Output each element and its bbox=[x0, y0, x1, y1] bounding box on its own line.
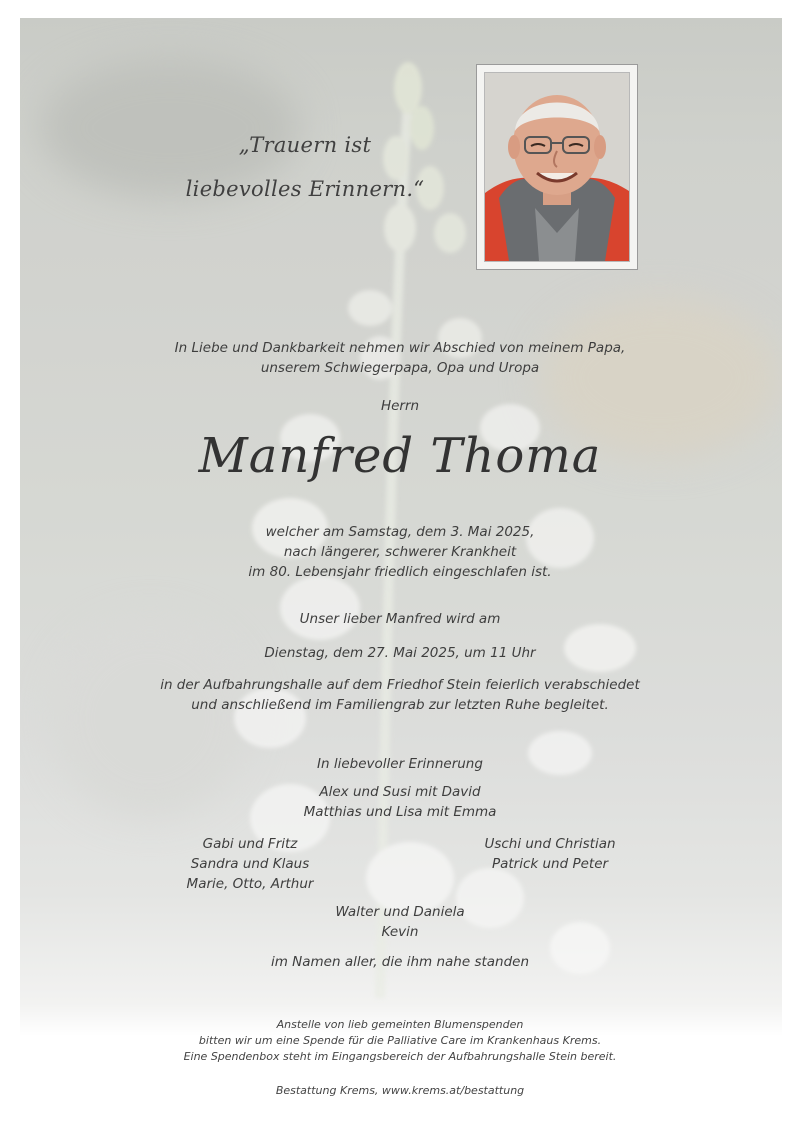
death-info-line: im 80. Lebensjahr friedlich eingeschlafen ist. bbox=[248, 564, 552, 580]
mourner-line: Walter und Daniela bbox=[335, 904, 465, 920]
quote bbox=[170, 123, 440, 211]
quote-line: „Trauern ist bbox=[238, 133, 372, 157]
mourner-line: Uschi und Christian bbox=[484, 836, 616, 852]
mourner-line: Sandra und Klaus bbox=[190, 856, 310, 872]
mourners-closing: im Namen aller, die ihm nahe standen bbox=[270, 954, 530, 970]
mourners-left-column bbox=[150, 834, 350, 894]
ceremony-line: und anschließend im Familiengrab zur letzten Ruhe begleitet. bbox=[191, 697, 609, 713]
footer-funeral-home: Bestattung Krems, www.krems.at/bestattung bbox=[275, 1084, 525, 1097]
mourner-line: Patrick und Peter bbox=[491, 856, 609, 872]
mourner-line: Matthias und Lisa mit Emma bbox=[303, 804, 497, 820]
portrait-frame bbox=[476, 64, 638, 270]
quote-line: liebevolles Erinnern.“ bbox=[185, 177, 425, 201]
donation-line: Anstelle von lieb gemeinten Blumenspenden bbox=[276, 1018, 524, 1031]
mourners-heading: In liebevoller Erinnerung bbox=[317, 756, 483, 772]
ceremony-line: Unser lieber Manfred wird am bbox=[299, 611, 501, 627]
intro-line: unserem Schwiegerpapa, Opa und Uropa bbox=[260, 360, 540, 376]
mourner-line: Gabi und Fritz bbox=[202, 836, 298, 852]
intro-line: In Liebe und Dankbarkeit nehmen wir Abschied von meinem Papa, bbox=[174, 340, 626, 356]
death-info-line: nach längerer, schwerer Krankheit bbox=[283, 544, 517, 560]
portrait-photo bbox=[484, 72, 630, 262]
donation-line: bitten wir um eine Spende für die Palliative Care im Krankenhaus Krems. bbox=[198, 1034, 602, 1047]
salutation: Herrn bbox=[380, 398, 420, 414]
donation-line: Eine Spendenbox steht im Eingangsbereich der Aufbahrungshalle Stein bereit. bbox=[183, 1050, 617, 1063]
mourner-line: Alex und Susi mit David bbox=[319, 784, 481, 800]
portrait-illustration bbox=[485, 73, 629, 261]
mourner-line: Kevin bbox=[381, 924, 419, 940]
ceremony-date: Dienstag, dem 27. Mai 2025, um 11 Uhr bbox=[264, 645, 536, 661]
death-info-line: welcher am Samstag, dem 3. Mai 2025, bbox=[265, 524, 535, 540]
ceremony-line: in der Aufbahrungshalle auf dem Friedhof Stein feierlich verabschiedet bbox=[160, 677, 640, 693]
deceased-name: Manfred Thoma bbox=[198, 428, 602, 484]
mourners-right-column bbox=[450, 834, 650, 874]
mourner-line: Marie, Otto, Arthur bbox=[186, 876, 314, 892]
